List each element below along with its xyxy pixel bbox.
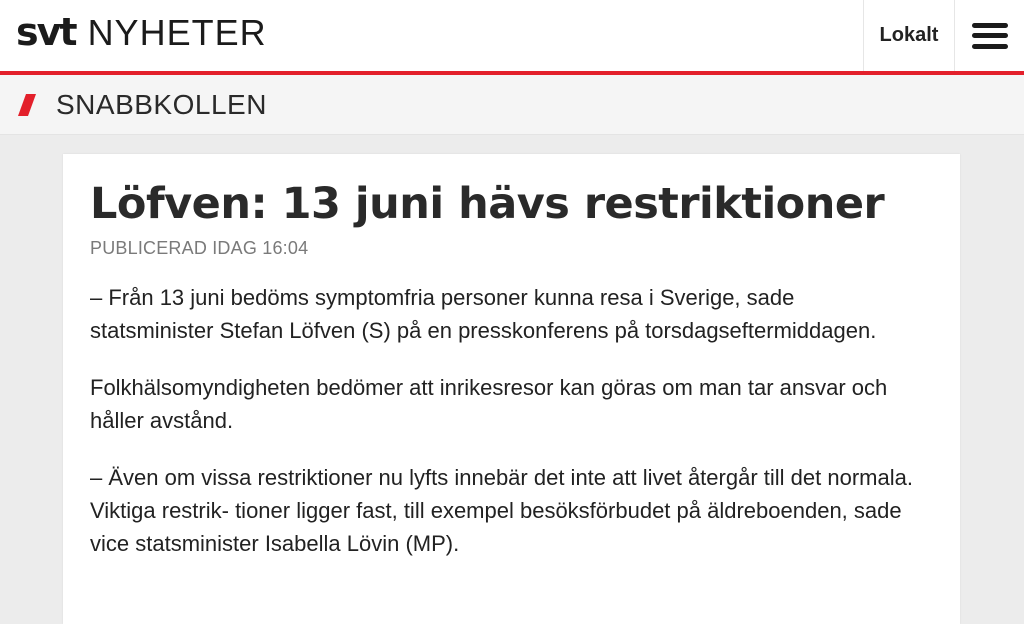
article-body <box>90 281 920 584</box>
article-paragraph: Folkhälsomyndigheten bedömer att inrikesresor kan göras om man tar ansvar och håller avstånd. <box>90 375 888 433</box>
article-headline: Löfven: 13 juni hävs restriktioner <box>90 179 885 229</box>
section-label: SNABBKOLLEN <box>56 88 267 120</box>
logo-mark: svt <box>16 10 76 54</box>
site-header <box>0 0 1024 71</box>
local-news-button[interactable]: Lokalt <box>863 0 955 71</box>
svt-nyheter-logo[interactable] <box>16 7 267 57</box>
article-card <box>63 154 960 624</box>
menu-button[interactable] <box>956 0 1024 71</box>
publish-timestamp: PUBLICERAD IDAG 16:04 <box>90 238 309 258</box>
logo-word: NYHETER <box>87 12 267 53</box>
section-bar <box>0 75 1024 135</box>
article-paragraph: – Även om vissa restriktioner nu lyfts innebär det inte att livet återgår till det normala. Viktiga restrik- tioner ligger fast, till exempel besöksförbudet på äldreboenden, sade vice statsminister Isabella Lövin (MP). <box>90 465 913 556</box>
slash-icon <box>18 94 36 116</box>
hamburger-menu-icon <box>972 23 1008 49</box>
article-paragraph: – Från 13 juni bedöms symptomfria personer kunna resa i Sverige, sade statsminister Stefan Löfven (S) på en presskonferens på torsdagseftermiddagen. <box>90 285 877 343</box>
